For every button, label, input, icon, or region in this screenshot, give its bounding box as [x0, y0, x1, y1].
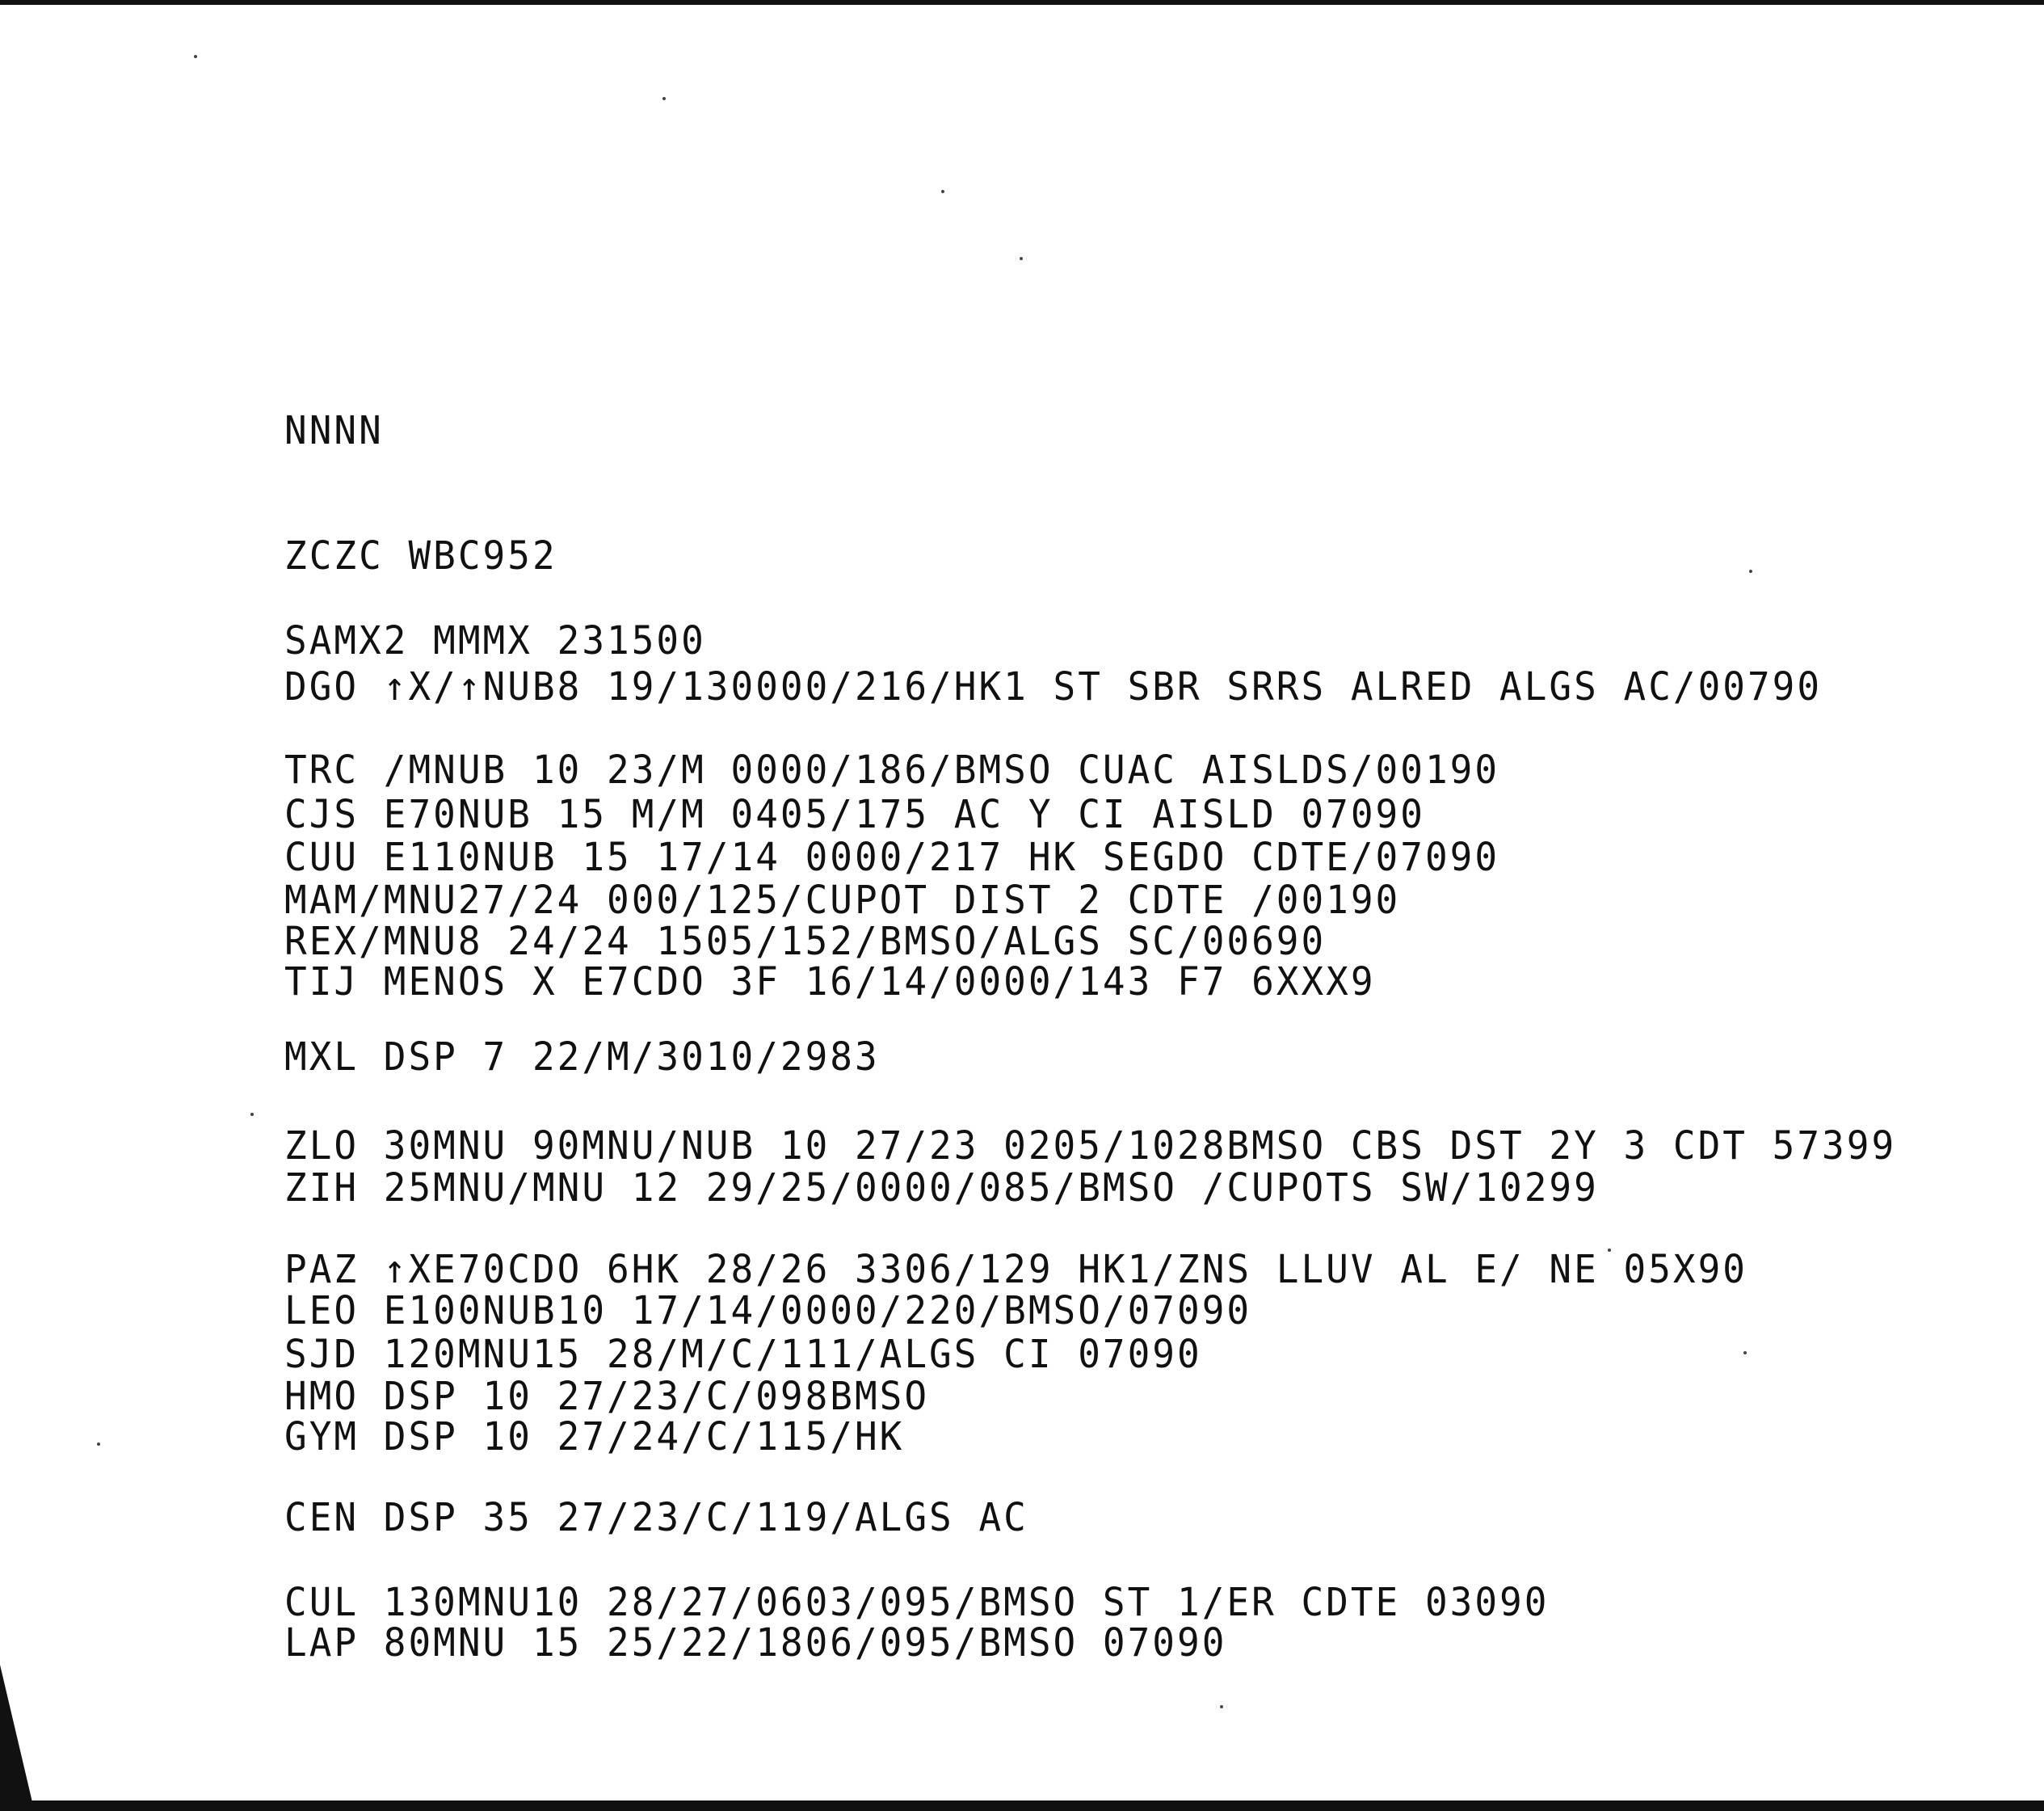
scan-bottom-edge: [0, 1800, 2044, 1811]
scan-speck: [1749, 570, 1752, 573]
scan-speck: [1020, 257, 1023, 260]
scan-speck: [941, 190, 944, 193]
scan-speck: [250, 1113, 254, 1116]
report-line: REX/MNU8 24/24 1505/152/BMSO/ALGS SC/00690: [284, 917, 1327, 964]
report-line: SJD 120MNU15 28/M/C/111/ALGS CI 07090: [284, 1330, 1202, 1377]
report-line: GYM DSP 10 27/24/C/115/HK: [284, 1413, 905, 1459]
report-line: MXL DSP 7 22/M/3010/2983: [284, 1033, 880, 1080]
report-line: SAMX2 MMMX 231500: [284, 617, 706, 663]
scan-speck: [1743, 1351, 1747, 1354]
header-nnnn: NNNN: [284, 406, 384, 453]
report-line: ZLO 30MNU 90MNU/NUB 10 27/23 0205/1028BMSO CBS DST 2Y 3 CDT 57399: [284, 1122, 1897, 1169]
message-id: ZCZC WBC952: [284, 532, 557, 579]
scan-speck: [662, 97, 666, 100]
report-line: LAP 80MNU 15 25/22/1806/095/BMSO 07090: [284, 1619, 1227, 1666]
report-line: CJS E70NUB 15 M/M 0405/175 AC Y CI AISLD 07090: [284, 790, 1425, 837]
report-line: LEO E100NUB10 17/14/0000/220/BMSO/07090: [284, 1287, 1252, 1333]
report-line: MAM/MNU27/24 000/125/CUPOT DIST 2 CDTE /00190: [284, 876, 1401, 923]
report-line: DGO ↑X/↑NUB8 19/130000/216/HK1 ST SBR SRRS ALRED ALGS AC/00790: [284, 663, 1823, 710]
report-line: PAZ ↑XE70CDO 6HK 28/26 3306/129 HK1/ZNS LLUV AL E/ NE 05X90: [284, 1245, 1747, 1292]
scan-speck: [194, 55, 197, 58]
report-line: HMO DSP 10 27/23/C/098BMSO: [284, 1372, 930, 1419]
scan-speck: [1220, 1705, 1223, 1708]
scan-top-edge: [0, 0, 2044, 5]
report-line: CEN DSP 35 27/23/C/119/ALGS AC: [284, 1493, 1028, 1540]
report-line: CUU E110NUB 15 17/14 0000/217 HK SEGDO CDTE/07090: [284, 833, 1500, 880]
scan-speck: [97, 1442, 100, 1446]
report-line: TRC /MNUB 10 23/M 0000/186/BMSO CUAC AISLDS/00190: [284, 746, 1500, 793]
scan-corner-shadow: [0, 1665, 32, 1802]
report-line: CUL 130MNU10 28/27/0603/095/BMSO ST 1/ER CDTE 03090: [284, 1578, 1550, 1625]
report-line: TIJ MENOS X E7CDO 3F 16/14/0000/143 F7 6XXX9: [284, 958, 1376, 1004]
report-line: ZIH 25MNU/MNU 12 29/25/0000/085/BMSO /CUPOTS SW/10299: [284, 1164, 1599, 1211]
